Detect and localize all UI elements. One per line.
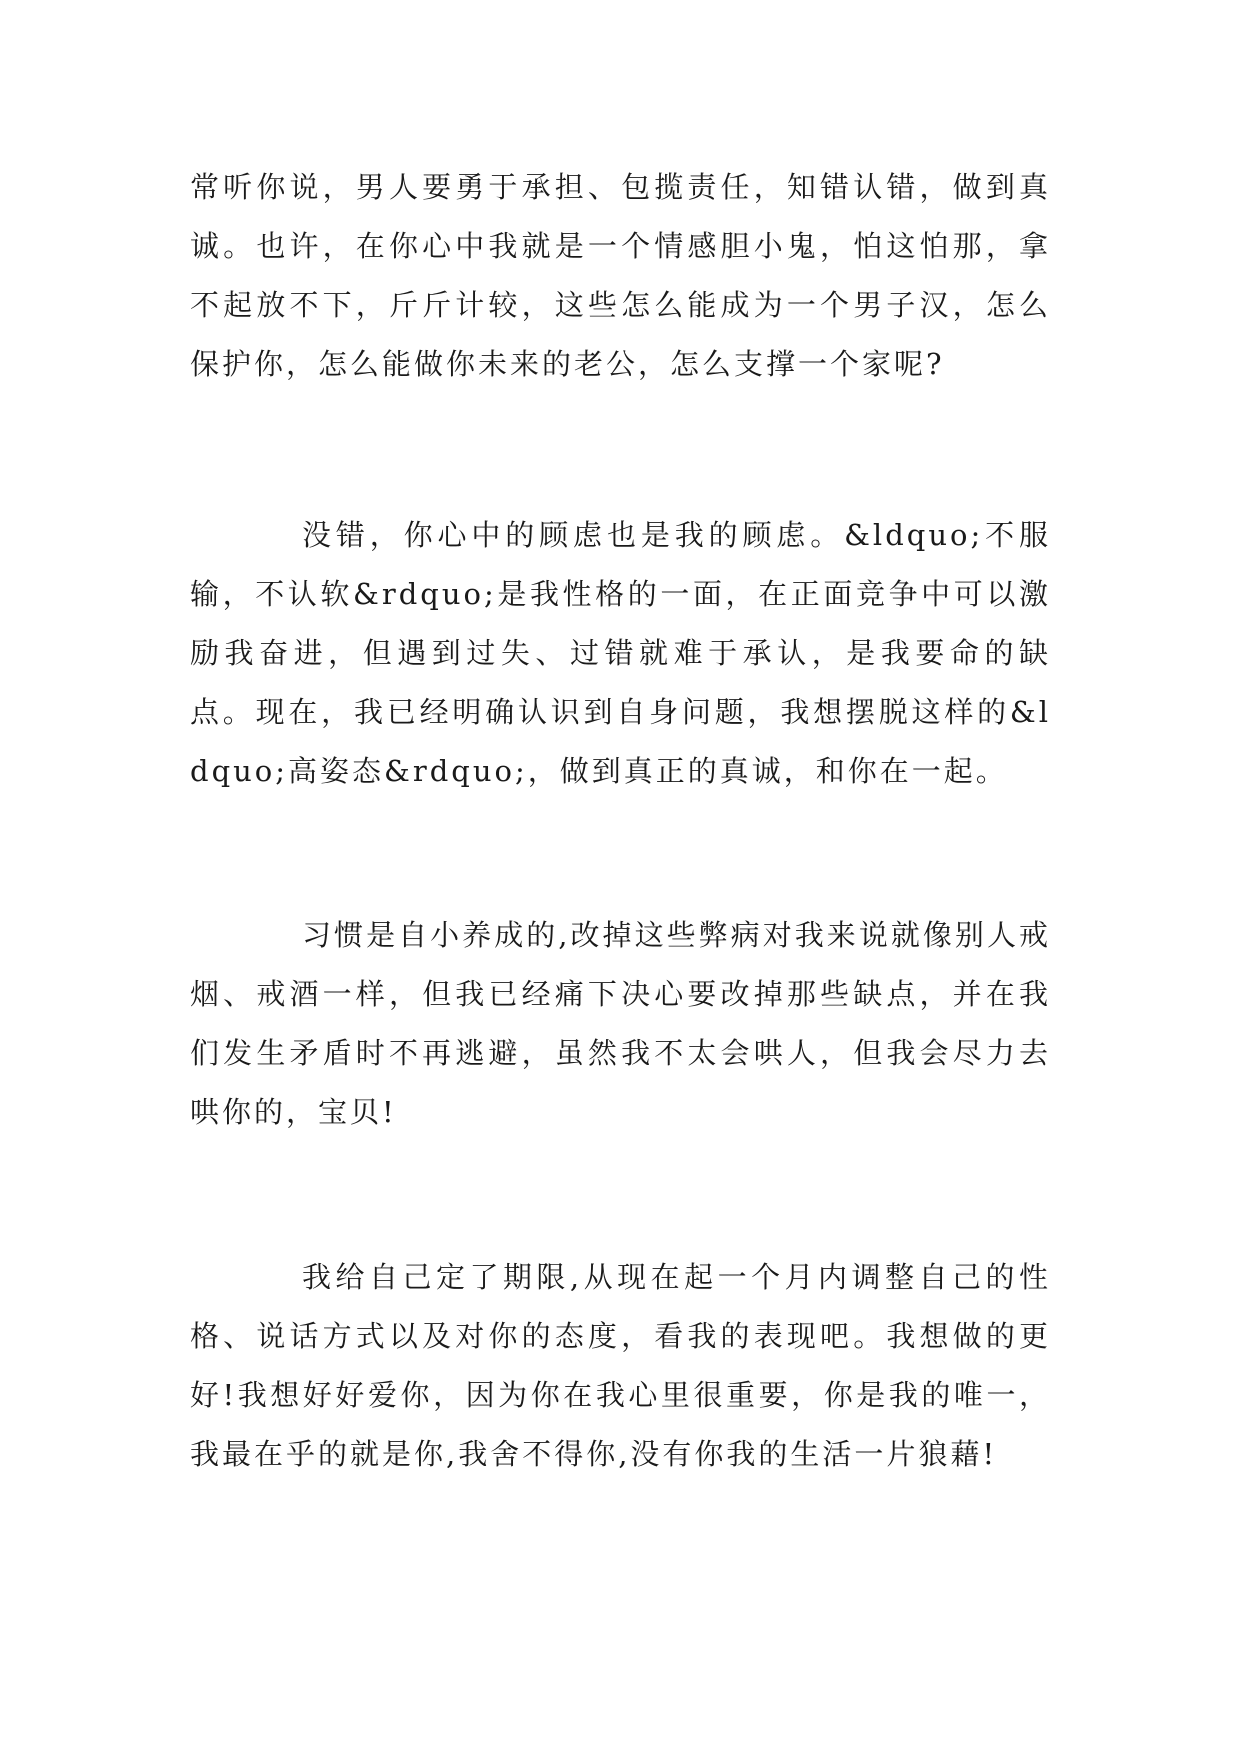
paragraph-4: 我给自己定了期限,从现在起一个月内调整自己的性格、说话方式以及对你的态度，看我的表现吧。我想做的更好!我想好好爱你，因为你在我心里很重要，你是我的唯一，我最在乎的就是你,我舍不得你,没有你我的生活一片狼藉! [190,1260,1051,1471]
paragraph-2: 没错，你心中的顾虑也是我的顾虑。&ldquo;不服输，不认软&rdquo;是我性格的一面，在正面竞争中可以激励我奋进，但遇到过失、过错就难于承认，是我要命的缺点。现在，我已经明确认识到自身问题，我想摆脱这样的&ldquo;高姿态&rdquo;，做到真正的真诚，和你在一起。 [190,518,1051,788]
paragraph-1: 常听你说，男人要勇于承担、包揽责任，知错认错，做到真诚。也许，在你心中我就是一个情感胆小鬼，怕这怕那，拿不起放不下，斤斤计较，这些怎么能成为一个男子汉，怎么保护你，怎么能做你未来的老公，怎么支撑一个家呢? [190,170,1051,381]
paragraph-3: 习惯是自小养成的,改掉这些弊病对我来说就像别人戒烟、戒酒一样，但我已经痛下决心要改掉那些缺点，并在我们发生矛盾时不再逃避，虽然我不太会哄人，但我会尽力去哄你的，宝贝! [190,918,1051,1129]
